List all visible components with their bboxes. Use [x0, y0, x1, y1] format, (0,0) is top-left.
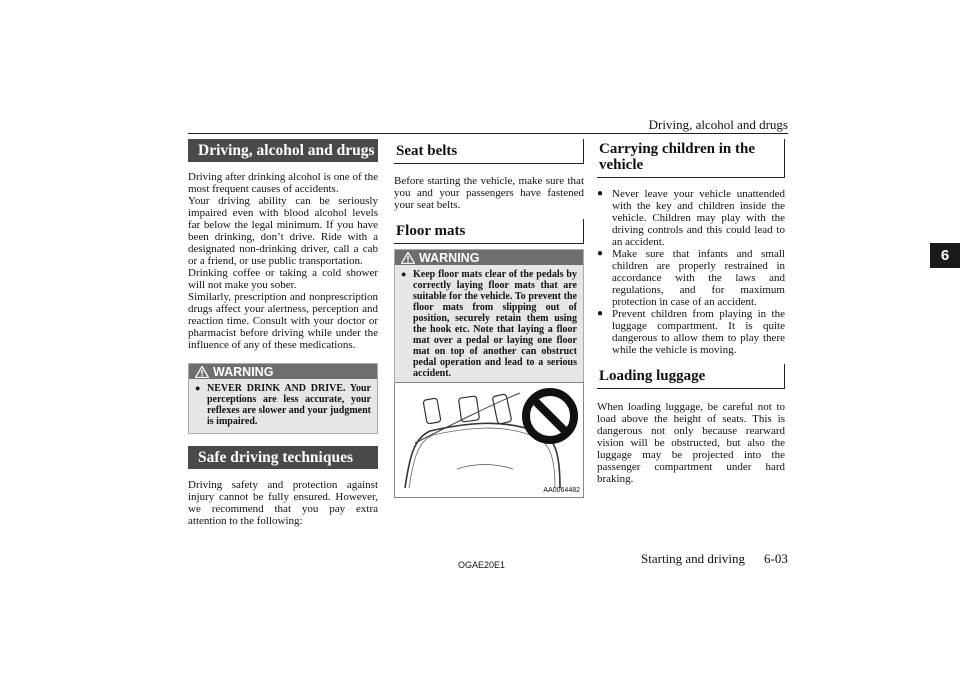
chapter-tab: 6 [930, 243, 960, 268]
bullet-icon: ● [401, 269, 407, 279]
warning-triangle-icon [195, 366, 209, 378]
column-2 [394, 139, 584, 386]
running-head: Driving, alcohol and drugs [648, 117, 788, 132]
section-heading-floor-mats: Floor mats [394, 219, 584, 244]
warning-triangle-icon [401, 252, 415, 264]
paragraph: Your driving ability can be seriously impaired even with blood alcohol levels far below the legal minimum. If you have been drinking, don’t drive. Ride with a designated non-drinking driver, call a cab or a friend, or use public transportation. [188, 195, 378, 267]
page-number: 6-03 [764, 551, 788, 566]
warning-label: WARNING [419, 250, 480, 265]
list-item-text: Never leave your vehicle unattended with the key and children inside the vehicle. Children may play with the driving controls and this could lead to an accident. [612, 188, 785, 248]
list-item [597, 188, 785, 248]
section-heading-seat-belts: Seat belts [394, 139, 584, 164]
list-item [597, 308, 785, 356]
list-item [597, 248, 785, 308]
paragraph: Before starting the vehicle, make sure that you and your passengers have fastened your seat belts. [394, 175, 584, 211]
warning-text: NEVER DRINK AND DRIVE. Your perceptions are less accurate, your reflexes are slower and your judgment is impaired. [207, 383, 371, 427]
warning-header [189, 364, 377, 379]
warning-box-drink [188, 363, 378, 434]
column-3 [597, 139, 785, 485]
bullet-icon: ● [597, 308, 604, 319]
bullet-icon: ● [195, 383, 201, 393]
section-heading-luggage: Loading luggage [597, 364, 785, 389]
paragraph: Driving safety and protection against injury cannot be fully ensured. However, we recommend that you pay extra attention to the following: [188, 479, 378, 527]
list-item-text: Make sure that infants and small children are properly restrained in accordance with the laws and regulations, and for maximum protection in case of an accident. [612, 248, 785, 308]
floor-mat-pedal-drawing [395, 383, 583, 497]
warning-label: WARNING [213, 364, 274, 379]
section-heading-children: Carrying children in the vehicle [597, 139, 785, 178]
column-1 [188, 139, 378, 527]
paragraph: Drinking coffee or taking a cold shower will not make you sober. [188, 267, 378, 291]
illustration-code: AA0064482 [543, 487, 580, 494]
paragraph: Driving after drinking alcohol is one of the most frequent causes of accidents. [188, 171, 378, 195]
bullet-icon: ● [597, 188, 604, 199]
list-item-text: Prevent children from playing in the luggage compartment. It is quite dangerous to allow them to play there while the vehicle is moving. [612, 308, 785, 356]
warning-header [395, 250, 583, 265]
floor-mat-illustration [394, 382, 584, 498]
paragraph: Similarly, prescription and nonprescription drugs affect your alertness, perception and reaction time. Consult with your doctor or pharmacist before driving while under the influence of any of these medications. [188, 291, 378, 351]
footer-section: Starting and driving [641, 551, 745, 566]
warning-text: Keep floor mats clear of the pedals by correctly laying floor mats that are suitable for the vehicle. To prevent the floor mats from slipping out of position, securely retain them using the hook etc. Note that laying a floor mat over a pedal or laying one floor mat on top of another can obstruct pedal operation and lead to a serious accident. [413, 269, 577, 379]
warning-box-floor-mats [394, 249, 584, 386]
section-heading-alcohol: Driving, alcohol and drugs [188, 139, 378, 162]
bullet-icon: ● [597, 248, 604, 259]
paragraph: When loading luggage, be careful not to load above the height of seats. This is dangerous not only because rearward vision will be obstructed, but also the luggage may be projected into the passenger compartment under hard braking. [597, 401, 785, 485]
header-rule [188, 133, 788, 134]
footer-code: OGAE20E1 [458, 560, 506, 570]
section-heading-safe-driving: Safe driving techniques [188, 446, 378, 469]
